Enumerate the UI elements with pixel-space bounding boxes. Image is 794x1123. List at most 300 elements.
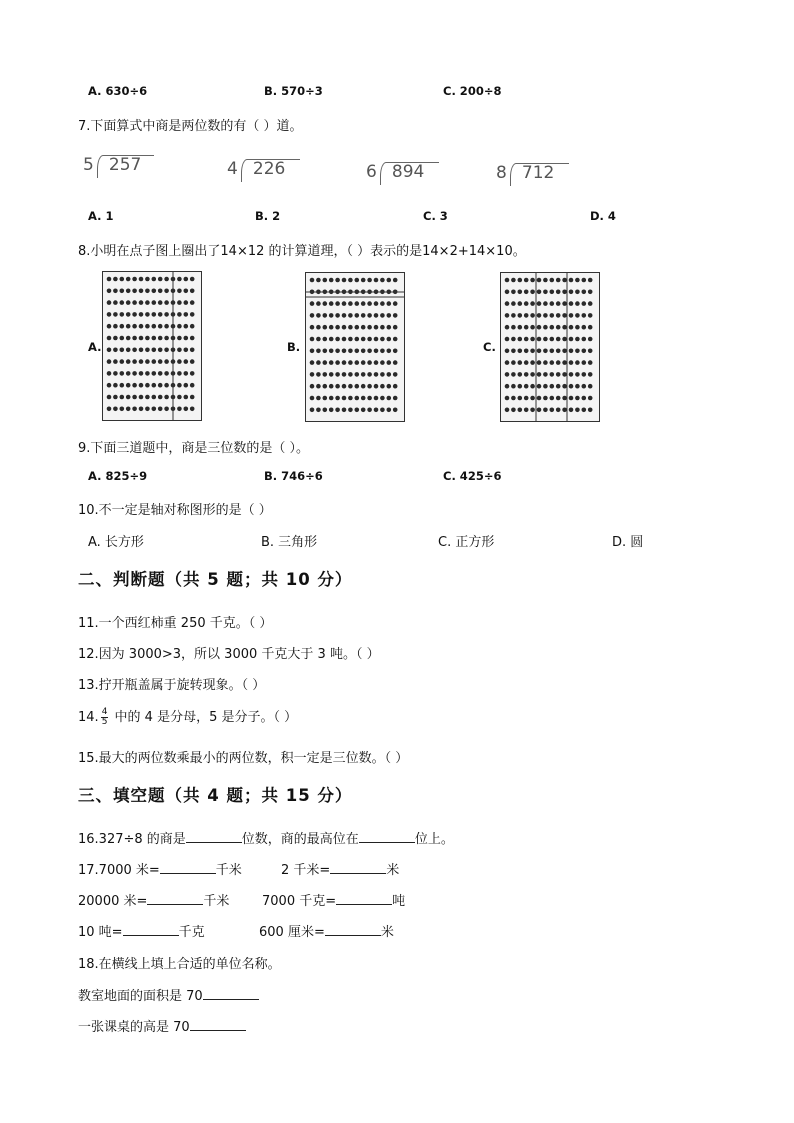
dot — [184, 312, 189, 317]
dot — [550, 278, 555, 283]
dot — [562, 384, 567, 389]
dot — [387, 349, 392, 354]
dot — [530, 396, 535, 401]
dot — [310, 396, 315, 401]
answer-blank[interactable] — [147, 892, 203, 905]
dot — [588, 278, 593, 283]
dot — [543, 278, 548, 283]
dot — [393, 396, 398, 401]
dot — [139, 371, 144, 376]
dot — [164, 336, 169, 341]
dot — [120, 312, 125, 317]
dot — [588, 372, 593, 377]
dot — [524, 290, 529, 295]
dot — [543, 372, 548, 377]
dot — [537, 278, 542, 283]
dot — [113, 300, 118, 305]
dot — [177, 359, 182, 364]
dot — [310, 408, 315, 413]
dot — [158, 407, 163, 412]
dot — [374, 325, 379, 330]
dot — [323, 301, 328, 306]
dot — [342, 313, 347, 318]
dot — [367, 325, 372, 330]
dot — [342, 349, 347, 354]
dot — [387, 337, 392, 342]
dot — [132, 371, 137, 376]
dot — [355, 337, 360, 342]
dot — [107, 324, 112, 329]
dot — [139, 324, 144, 329]
dot — [107, 277, 112, 282]
dot — [537, 301, 542, 306]
dot — [184, 336, 189, 341]
dot — [132, 395, 137, 400]
dot — [158, 359, 163, 364]
dot — [348, 337, 353, 342]
dot — [316, 408, 321, 413]
dot — [113, 395, 118, 400]
dot — [524, 313, 529, 318]
dot — [158, 383, 163, 388]
dot — [393, 325, 398, 330]
dot — [152, 407, 157, 412]
dot — [107, 371, 112, 376]
dot — [132, 289, 137, 294]
dot — [177, 289, 182, 294]
dot — [323, 313, 328, 318]
dot — [361, 372, 366, 377]
dot — [190, 277, 195, 282]
dot — [387, 408, 392, 413]
dot — [310, 278, 315, 283]
answer-blank[interactable] — [190, 1018, 246, 1031]
dot — [145, 371, 150, 376]
dot — [374, 360, 379, 365]
dot — [569, 337, 574, 342]
dot — [329, 301, 334, 306]
dot — [543, 384, 548, 389]
dot — [582, 396, 587, 401]
dot — [374, 313, 379, 318]
dot — [387, 301, 392, 306]
dot — [380, 384, 385, 389]
dot — [335, 337, 340, 342]
dot — [575, 372, 580, 377]
q9-question: 9.下面三道题中，商是三位数的是（ ）。 — [78, 441, 310, 456]
dot — [556, 396, 561, 401]
dot — [550, 349, 555, 354]
dot — [511, 372, 516, 377]
dot — [342, 408, 347, 413]
section-2-title: 二、判断题（共 5 题；共 10 分） — [78, 570, 353, 589]
dot — [556, 301, 561, 306]
dot — [524, 384, 529, 389]
dot — [393, 360, 398, 365]
dot — [158, 300, 163, 305]
dot — [562, 278, 567, 283]
dot — [145, 407, 150, 412]
dot — [316, 396, 321, 401]
dot — [145, 277, 150, 282]
q14-suffix: 中的 4 是分母，5 是分子。（ ） — [110, 710, 298, 725]
dot — [310, 337, 315, 342]
dot — [348, 372, 353, 377]
dot — [582, 301, 587, 306]
dot — [329, 408, 334, 413]
dot — [139, 300, 144, 305]
dot — [310, 372, 315, 377]
dot — [310, 349, 315, 354]
dot — [335, 325, 340, 330]
q18-line1-text: 教室地面的面积是 70 — [78, 989, 203, 1004]
dot — [530, 325, 535, 330]
dot — [387, 372, 392, 377]
dot — [575, 337, 580, 342]
dot — [505, 278, 510, 283]
q7-option-d: D. 4 — [590, 209, 616, 223]
dot — [335, 372, 340, 377]
dot — [184, 407, 189, 412]
dot — [329, 278, 334, 283]
dot — [588, 325, 593, 330]
dot — [310, 301, 315, 306]
q17-row2a — [78, 890, 229, 909]
dot — [132, 348, 137, 353]
dot — [569, 290, 574, 295]
q16-part1: 16.327÷8 的商是 — [78, 832, 186, 847]
dot — [543, 337, 548, 342]
dot — [107, 359, 112, 364]
dot — [139, 312, 144, 317]
q16-part3: 位上。 — [414, 832, 454, 847]
dot — [556, 337, 561, 342]
dot — [518, 408, 523, 413]
q17-row1b — [281, 859, 399, 878]
dot — [158, 277, 163, 282]
dot — [158, 336, 163, 341]
dot — [348, 278, 353, 283]
dot — [380, 360, 385, 365]
dot — [355, 349, 360, 354]
dot — [158, 324, 163, 329]
dot — [550, 337, 555, 342]
dot — [316, 278, 321, 283]
q15: 15.最大的两位数乘最小的两位数，积一定是三位数。（ ） — [78, 751, 409, 766]
dot — [374, 396, 379, 401]
dot — [348, 396, 353, 401]
dot — [367, 408, 372, 413]
dot — [393, 372, 398, 377]
dot — [569, 325, 574, 330]
dot — [361, 337, 366, 342]
dot — [562, 396, 567, 401]
q16-part2: 位数，商的最高位在 — [241, 832, 359, 847]
dot — [518, 360, 523, 365]
divisor: 8 — [496, 163, 507, 183]
dot — [177, 407, 182, 412]
dot — [537, 290, 542, 295]
dot — [126, 371, 131, 376]
q7-division-4 — [496, 163, 554, 183]
dot — [575, 360, 580, 365]
dot — [158, 371, 163, 376]
dot — [361, 408, 366, 413]
dot — [107, 289, 112, 294]
dot — [530, 313, 535, 318]
dot — [537, 337, 542, 342]
dot — [145, 300, 150, 305]
dot — [361, 301, 366, 306]
dot — [158, 395, 163, 400]
answer-blank[interactable] — [123, 923, 179, 936]
dot — [164, 371, 169, 376]
dot — [316, 301, 321, 306]
dot — [393, 384, 398, 389]
dot — [132, 300, 137, 305]
dot — [184, 300, 189, 305]
dot — [316, 372, 321, 377]
q16 — [78, 828, 454, 847]
dot — [120, 371, 125, 376]
dot — [177, 324, 182, 329]
dot — [530, 360, 535, 365]
q17-unit: 米 — [386, 863, 400, 878]
dot — [120, 348, 125, 353]
dot — [355, 408, 360, 413]
dot — [361, 278, 366, 283]
dot — [139, 336, 144, 341]
dot — [575, 408, 580, 413]
dot — [393, 278, 398, 283]
dot — [139, 289, 144, 294]
answer-blank[interactable] — [336, 892, 392, 905]
dot-grid-c — [500, 272, 600, 422]
dot — [518, 337, 523, 342]
answer-blank[interactable] — [330, 861, 386, 874]
dot — [511, 396, 516, 401]
dot — [113, 371, 118, 376]
dot — [569, 384, 574, 389]
dot — [524, 372, 529, 377]
q7-question: 7.下面算式中商是两位数的有（ ）道。 — [78, 119, 303, 134]
dot — [145, 289, 150, 294]
q9-option-a: A. 825÷9 — [88, 469, 148, 483]
dot — [569, 313, 574, 318]
dot — [184, 359, 189, 364]
dot — [152, 383, 157, 388]
q6-option-c: C. 200÷8 — [443, 84, 502, 98]
dot — [342, 278, 347, 283]
q17-label: 20000 米= — [78, 894, 148, 909]
answer-blank[interactable] — [203, 987, 259, 1000]
dot — [355, 396, 360, 401]
dot — [323, 396, 328, 401]
dot — [323, 325, 328, 330]
dot — [316, 325, 321, 330]
dot — [126, 383, 131, 388]
dot — [588, 301, 593, 306]
dot — [342, 360, 347, 365]
dot — [537, 360, 542, 365]
dot — [524, 360, 529, 365]
dot — [575, 396, 580, 401]
dot — [380, 408, 385, 413]
q8-question: 8.小明在点子图上圈出了14×12 的计算道理，（ ）表示的是14×2+14×10。 — [78, 244, 526, 259]
dot — [556, 290, 561, 295]
dot — [543, 325, 548, 330]
dot — [177, 336, 182, 341]
dot — [335, 384, 340, 389]
dot — [518, 349, 523, 354]
dot — [575, 278, 580, 283]
dot — [335, 301, 340, 306]
q8-label-b: B. — [287, 340, 301, 354]
dot — [374, 349, 379, 354]
dot — [190, 359, 195, 364]
dot — [132, 336, 137, 341]
dot — [139, 395, 144, 400]
dot — [588, 384, 593, 389]
dot — [387, 384, 392, 389]
dot — [323, 408, 328, 413]
dot — [355, 360, 360, 365]
dot — [361, 396, 366, 401]
dot — [348, 349, 353, 354]
dot — [562, 325, 567, 330]
dot — [524, 337, 529, 342]
dot — [152, 348, 157, 353]
dot — [164, 312, 169, 317]
dot — [329, 360, 334, 365]
dot — [511, 384, 516, 389]
dot — [348, 408, 353, 413]
dot — [145, 312, 150, 317]
dot — [132, 277, 137, 282]
dot — [190, 348, 195, 353]
dot — [177, 300, 182, 305]
dot — [190, 336, 195, 341]
dot — [190, 407, 195, 412]
q17-label: 17.7000 米= — [78, 863, 160, 878]
dot — [550, 396, 555, 401]
dot — [530, 384, 535, 389]
dot — [543, 408, 548, 413]
dot — [367, 384, 372, 389]
dot — [518, 396, 523, 401]
dot — [511, 290, 516, 295]
dot — [505, 325, 510, 330]
dot — [511, 301, 516, 306]
q10-question: 10.不一定是轴对称图形的是（ ） — [78, 503, 272, 518]
dot — [152, 289, 157, 294]
q18-line2-text: 一张课桌的高是 70 — [78, 1020, 190, 1035]
dot — [511, 360, 516, 365]
dot — [569, 396, 574, 401]
dot — [530, 278, 535, 283]
dot — [367, 278, 372, 283]
dot — [361, 360, 366, 365]
dot — [152, 324, 157, 329]
dot — [316, 384, 321, 389]
section-3-title: 三、填空题（共 4 题；共 15 分） — [78, 786, 353, 805]
dot — [380, 301, 385, 306]
answer-blank[interactable] — [160, 861, 216, 874]
dot — [184, 383, 189, 388]
dot — [393, 408, 398, 413]
dot — [505, 349, 510, 354]
dot — [177, 383, 182, 388]
dot — [556, 384, 561, 389]
dot — [329, 372, 334, 377]
dot — [113, 324, 118, 329]
dot — [543, 349, 548, 354]
dot — [355, 278, 360, 283]
answer-blank[interactable] — [325, 923, 381, 936]
dot — [126, 336, 131, 341]
dot — [113, 383, 118, 388]
q7-division-2 — [227, 159, 285, 179]
dot — [582, 349, 587, 354]
dot — [380, 337, 385, 342]
dot — [190, 371, 195, 376]
answer-blank[interactable] — [359, 830, 415, 843]
dot — [505, 337, 510, 342]
dot — [361, 349, 366, 354]
dot — [310, 360, 315, 365]
dot — [575, 325, 580, 330]
divisor: 4 — [227, 159, 238, 179]
dot — [582, 337, 587, 342]
dot — [190, 312, 195, 317]
dot — [190, 289, 195, 294]
dot — [361, 325, 366, 330]
dot — [530, 290, 535, 295]
dot — [158, 348, 163, 353]
divisor: 5 — [83, 155, 94, 175]
dot — [107, 383, 112, 388]
dot — [164, 277, 169, 282]
dot — [537, 372, 542, 377]
dot — [367, 372, 372, 377]
dot — [543, 301, 548, 306]
dot — [569, 372, 574, 377]
dot — [126, 324, 131, 329]
dot — [524, 278, 529, 283]
dot — [556, 313, 561, 318]
dot — [387, 313, 392, 318]
dot — [113, 359, 118, 364]
dot — [113, 348, 118, 353]
dot — [387, 396, 392, 401]
dot — [190, 324, 195, 329]
q17-unit: 千克 — [178, 925, 205, 940]
dot — [582, 372, 587, 377]
dot — [120, 324, 125, 329]
dot — [132, 312, 137, 317]
answer-blank[interactable] — [186, 830, 242, 843]
dot — [145, 324, 150, 329]
dot — [323, 278, 328, 283]
dot — [184, 289, 189, 294]
dot — [190, 300, 195, 305]
dot — [152, 359, 157, 364]
q7-division-3 — [366, 162, 424, 182]
dot — [113, 407, 118, 412]
dot — [380, 278, 385, 283]
dot — [582, 278, 587, 283]
dot — [348, 313, 353, 318]
